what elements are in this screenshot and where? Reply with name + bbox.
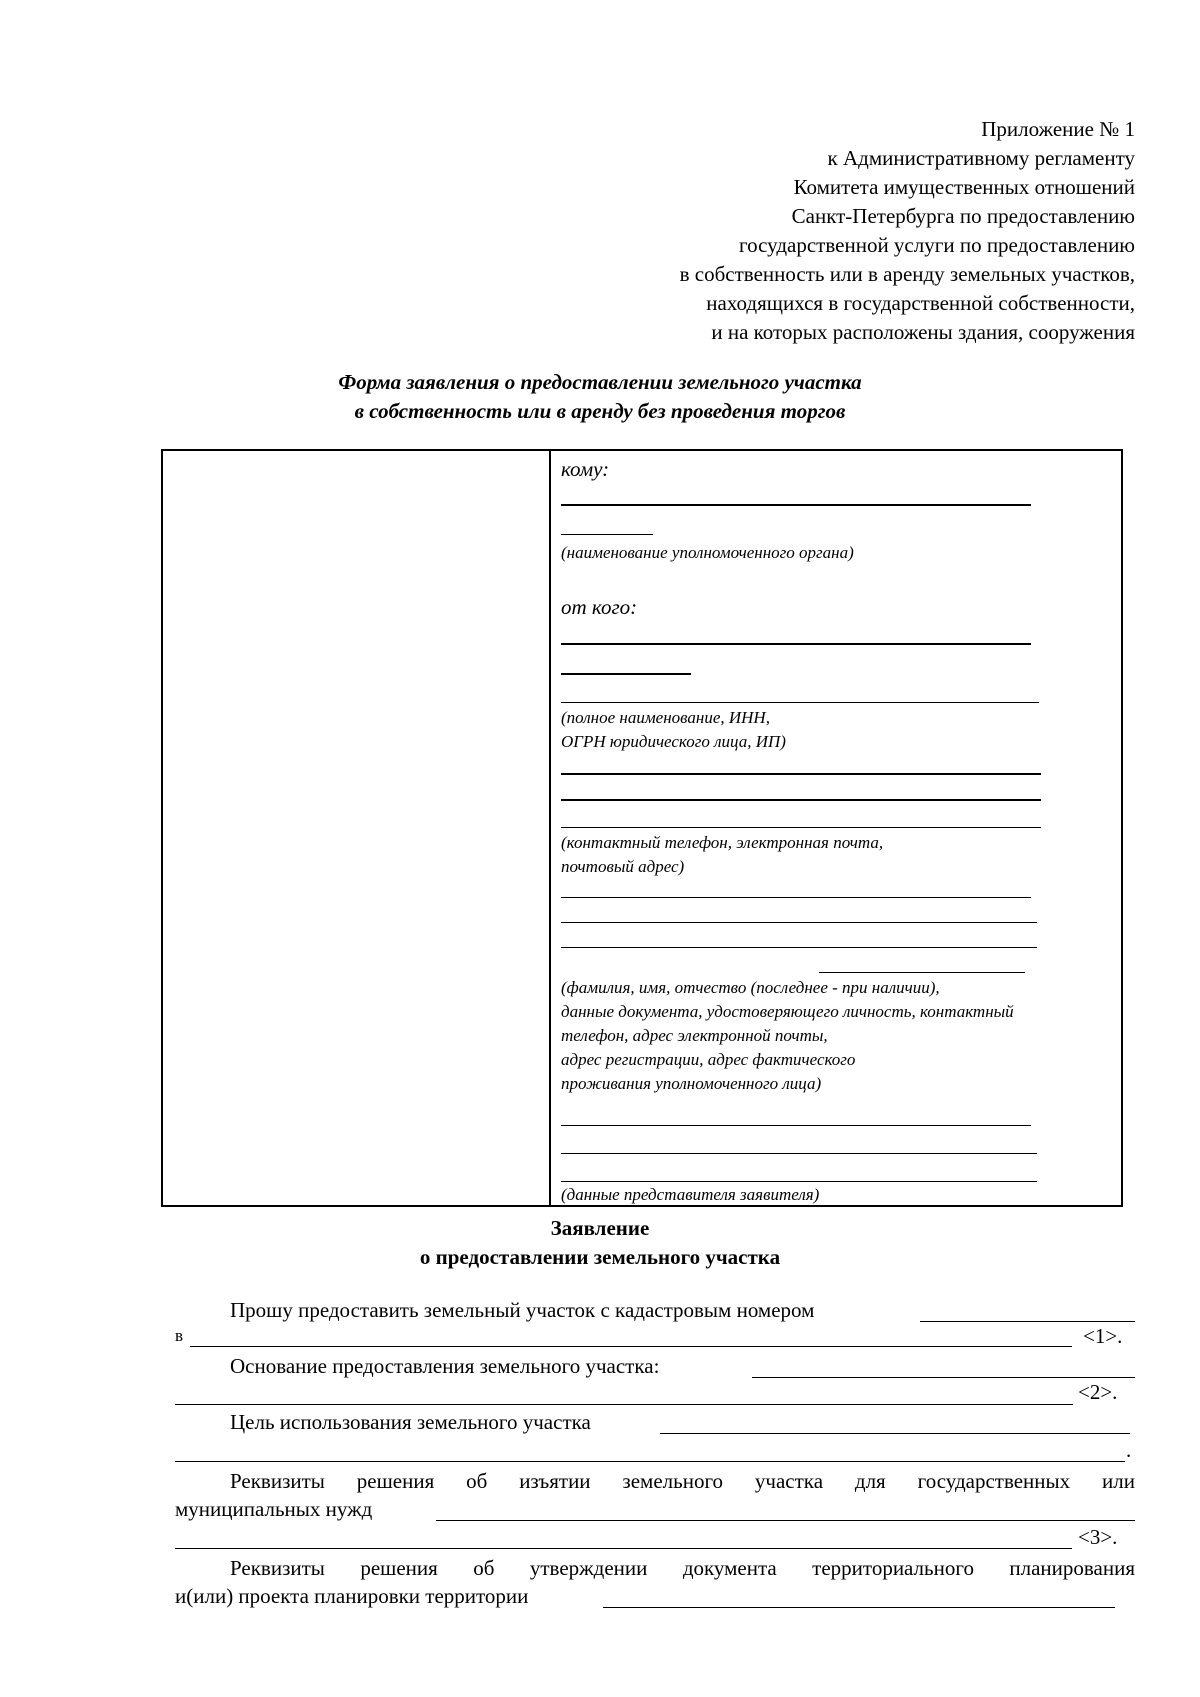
appendix-header (435, 115, 1135, 347)
location-field[interactable] (190, 1346, 1072, 1347)
p4-line: Реквизиты решения об изъятии земельного участка для государственных или (230, 1469, 1135, 1493)
seizure-field-2[interactable] (175, 1548, 1072, 1549)
ref-2: <2>. (1078, 1380, 1118, 1404)
to-field-line-short[interactable] (561, 534, 653, 535)
rep-caption: (данные представителя заявителя) (561, 1185, 820, 1204)
statement-subtitle: о предоставлении земельного участка (419, 1245, 781, 1269)
person-caption-1: (фамилия, имя, отчество (последнее - при наличии), (561, 978, 940, 997)
form-title-line-2: в собственность или в аренду без проведения торгов (354, 399, 846, 423)
to-label: кому: (561, 457, 610, 481)
person-caption-3: телефон, адрес электронной почты, (561, 1026, 828, 1045)
purpose-field-2[interactable] (175, 1461, 1125, 1462)
person-field-line-1[interactable] (561, 897, 1031, 898)
p1-text: Прошу предоставить земельный участок с кадастровым номером (230, 1298, 815, 1322)
person-field-line-3[interactable] (561, 947, 1037, 948)
to-field-line[interactable] (561, 504, 1031, 506)
purpose-field[interactable] (660, 1433, 1130, 1434)
p3-end: . (1126, 1438, 1132, 1462)
ref-1: <1>. (1083, 1324, 1123, 1348)
p5-cont: и(или) проекта планировки территории (175, 1584, 529, 1608)
appendix-line: Санкт-Петербурга по предоставлению (791, 204, 1135, 228)
person-caption-5: проживания уполномоченного лица) (561, 1074, 822, 1093)
p1-prefix: в (175, 1326, 184, 1345)
from-caption-2: ОГРН юридического лица, ИП) (561, 732, 786, 751)
appendix-line: государственной услуги по предоставлению (739, 233, 1135, 257)
p2-text: Основание предоставления земельного участка: (230, 1354, 660, 1378)
box-divider (549, 451, 551, 1205)
person-field-line-2[interactable] (561, 922, 1037, 923)
appendix-line: Комитета имущественных отношений (793, 175, 1135, 199)
person-caption-2: данные документа, удостоверяющего личность, контактный (561, 1002, 1014, 1021)
contact-caption-2: почтовый адрес) (561, 857, 685, 876)
statement-title: Заявление (550, 1216, 650, 1240)
basis-field-2[interactable] (175, 1404, 1073, 1405)
contact-caption-1: (контактный телефон, электронная почта, (561, 833, 884, 852)
p5-line: Реквизиты решения об утверждении документа территориального планирования (230, 1556, 1135, 1580)
appendix-line: к Административному регламенту (827, 146, 1135, 170)
appendix-line: в собственность или в аренду земельных участков, (679, 262, 1135, 286)
form-title (0, 368, 1200, 426)
form-title-line-1: Форма заявления о предоставлении земельного участка (338, 370, 862, 394)
rep-field-line-2[interactable] (561, 1153, 1037, 1154)
contact-field-line-3[interactable] (561, 827, 1041, 828)
p4-cont: муниципальных нужд (175, 1497, 373, 1521)
ref-3: <3>. (1078, 1525, 1118, 1549)
rep-field-line-3[interactable] (561, 1181, 1037, 1182)
rep-field-line-1[interactable] (561, 1125, 1031, 1126)
p4-text (175, 1467, 1135, 1495)
appendix-line: находящихся в государственной собственности, (706, 291, 1135, 315)
seizure-field[interactable] (436, 1520, 1135, 1521)
person-field-line-4[interactable] (819, 972, 1025, 973)
to-caption: (наименование уполномоченного органа) (561, 543, 854, 562)
p3-text: Цель использования земельного участка (230, 1410, 591, 1434)
p5-text (175, 1554, 1135, 1582)
planning-field[interactable] (603, 1607, 1115, 1608)
addressee-box (161, 449, 1123, 1207)
person-caption-4: адрес регистрации, адрес фактического (561, 1050, 856, 1069)
contact-field-line-2[interactable] (561, 799, 1041, 801)
from-label: от кого: (561, 595, 638, 619)
from-field-line-2[interactable] (561, 702, 1039, 703)
appendix-line: Приложение № 1 (981, 117, 1135, 141)
from-caption-1: (полное наименование, ИНН, (561, 708, 770, 727)
appendix-line: и на которых расположены здания, сооружения (711, 320, 1135, 344)
from-field-line-short[interactable] (561, 673, 691, 675)
contact-field-line-1[interactable] (561, 773, 1041, 775)
from-field-line[interactable] (561, 643, 1031, 645)
